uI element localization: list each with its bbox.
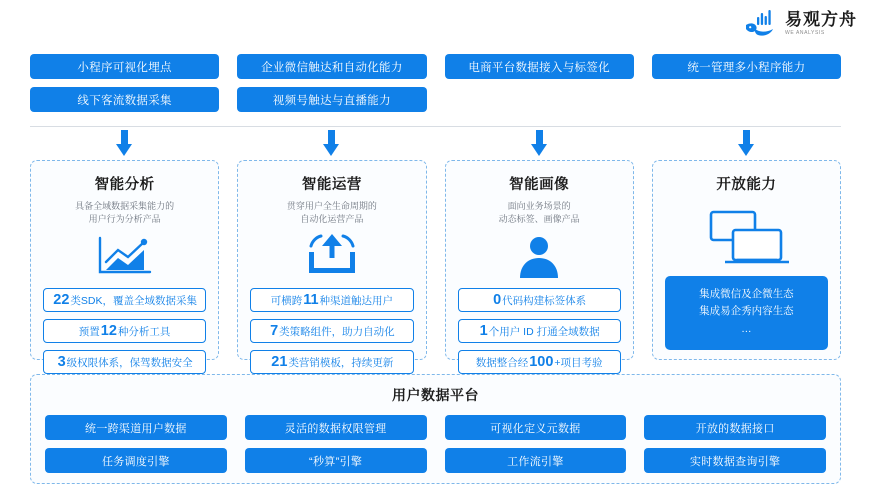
down-arrow-icon [323,130,340,156]
top-capability-pill[interactable]: 电商平台数据接入与标签化 [445,54,634,79]
whale-analytics-logo-icon [744,8,778,38]
card-item[interactable] [250,319,413,343]
arrow-cell [652,130,841,156]
automation-flow-icon [301,232,363,280]
platform-pill[interactable]: 任务调度引擎 [45,448,227,473]
platform-pill[interactable]: 工作流引擎 [445,448,627,473]
card-item-number: 11 [303,292,319,309]
devices-integration-icon [703,208,789,268]
card-items [458,288,621,374]
top-capability-pill[interactable]: 企业微信触达和自动化能力 [237,54,426,79]
product-cards-row [30,160,841,371]
card-title: 智能运营 [301,177,362,193]
card-item[interactable] [458,319,621,343]
platform-pill[interactable]: 开放的数据接口 [644,415,826,440]
user-data-platform-section [30,374,841,484]
card-intelligent-analysis[interactable] [30,160,219,371]
top-capability-pill[interactable]: 统一管理多小程序能力 [652,54,841,79]
card-title: 开放能力 [716,177,777,193]
card-item[interactable] [43,288,206,312]
platform-pill[interactable]: 可视化定义元数据 [445,415,627,440]
card-title: 智能画像 [509,177,570,193]
card-item-number: 7 [270,323,279,340]
top-capability-group-2 [237,54,426,112]
card-title: 智能分析 [94,177,155,193]
card-item-prefix: 数据整合经 [475,356,529,369]
arrow-row [30,130,841,156]
card-item[interactable] [250,288,413,312]
card-item-suffix: 个用户 ID 打通全域数据 [488,325,600,338]
card-item-number: 1 [479,323,488,340]
logo-subtitle: WE ANALYSIS [785,29,825,36]
card-open-capability[interactable] [652,160,841,360]
open-capability-box: 集成微信及企微生态 集成易企秀内容生态 … [665,276,828,350]
down-arrow-icon [116,130,133,156]
card-item-suffix: +项目考验 [554,356,603,369]
card-item-suffix: 代码构建标签体系 [502,294,587,307]
top-capability-pill[interactable]: 视频号触达与直播能力 [237,87,426,112]
arrow-cell [237,130,426,156]
arrow-cell [30,130,219,156]
card-items [43,288,206,374]
card-description: 面向业务场景的 动态标签、画像产品 [498,201,580,225]
platform-pill[interactable]: 灵活的数据权限管理 [245,415,427,440]
card-description: 贯穿用户全生命周期的 自动化运营产品 [286,201,377,225]
card-item-number: 3 [57,354,66,371]
card-item-number: 100 [529,354,554,371]
platform-title: 用户数据平台 [392,387,479,403]
card-item-prefix: 可横跨 [270,294,303,307]
section-divider [30,126,841,127]
card-item[interactable] [250,350,413,374]
top-capability-group-3 [445,54,634,112]
platform-pill[interactable]: 实时数据查询引擎 [644,448,826,473]
top-capability-pill-empty [445,87,634,112]
card-item-number: 0 [493,292,502,309]
top-capability-group-1 [30,54,219,112]
platform-capability-grid [45,415,826,473]
top-capability-pill-empty [652,87,841,112]
card-item[interactable] [458,350,621,374]
card-item[interactable] [458,288,621,312]
top-capability-group-4 [652,54,841,112]
card-item-suffix: 类SDK，覆盖全域数据采集 [70,294,197,307]
brand-logo [744,8,857,38]
card-item-prefix: 预置 [78,325,100,338]
card-item-suffix: 类营销模板，持续更新 [288,356,394,369]
platform-pill[interactable]: “秒算”引擎 [245,448,427,473]
card-item-number: 22 [53,292,70,309]
card-item-suffix: 种分析工具 [117,325,171,338]
card-item[interactable] [43,350,206,374]
card-item-number: 21 [271,354,288,371]
arrow-cell [445,130,634,156]
chart-analytics-icon [94,232,156,280]
card-item-number: 12 [100,323,117,340]
card-intelligent-operation[interactable] [237,160,426,371]
top-capability-pill[interactable]: 线下客流数据采集 [30,87,219,112]
card-description: 具备全域数据采集能力的 用户行为分析产品 [75,201,175,225]
top-capabilities-row [30,54,841,112]
top-capability-pill[interactable]: 小程序可视化埋点 [30,54,219,79]
down-arrow-icon [531,130,548,156]
user-profile-icon [508,232,570,280]
down-arrow-icon [738,130,755,156]
logo-title: 易观方舟 [785,9,857,29]
card-item-suffix: 类策略组件，助力自动化 [279,325,395,338]
card-item[interactable] [43,319,206,343]
card-items [250,288,413,374]
logo-text [785,11,857,36]
card-item-suffix: 级权限体系，保驾数据安全 [66,356,193,369]
card-item-suffix: 种渠道触达用户 [319,294,394,307]
platform-pill[interactable]: 统一跨渠道用户数据 [45,415,227,440]
card-intelligent-profile[interactable] [445,160,634,371]
